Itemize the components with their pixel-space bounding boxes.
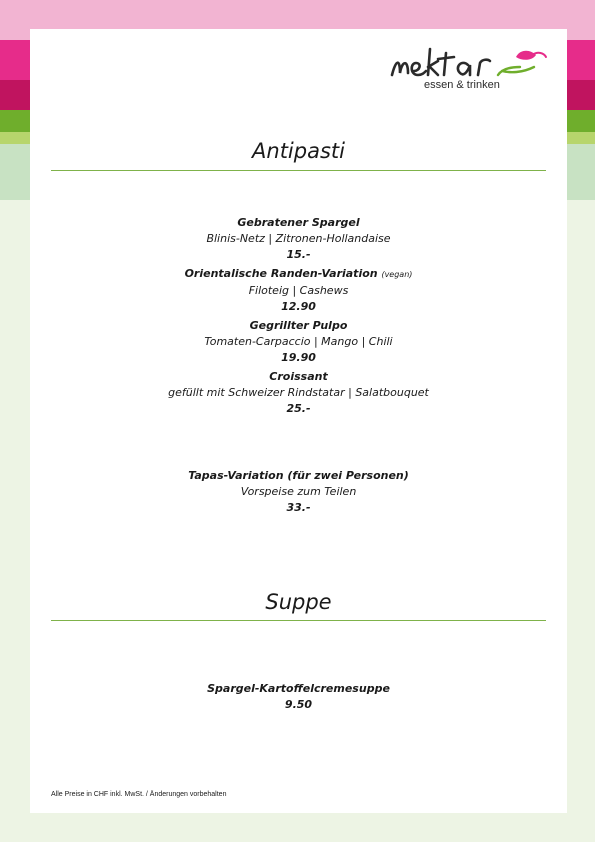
tapas-block [30,468,567,519]
item-name: Croissant [269,370,328,383]
item-desc: Vorspeise zum Teilen [240,485,357,498]
item-price: 12.90 [281,300,316,313]
item-desc: Blinis-Netz | Zitronen-Hollandaise [206,232,391,245]
item-desc: Tomaten-Carpaccio | Mango | Chili [204,335,393,348]
item-price: 19.90 [281,351,316,364]
item-name-text: Orientalische Randen-Variation [184,267,378,280]
menu-item [30,318,567,366]
item-name: Tapas-Variation (für zwei Personen) [188,469,409,482]
item-price: 33.- [286,501,311,514]
menu-page [30,29,567,813]
item-price: 25.- [286,402,311,415]
item-name: Gegrillter Pulpo [249,319,348,332]
item-name: Gebratener Spargel [237,216,360,229]
menu-item [30,681,567,713]
menu-item [30,266,567,315]
brand-logo [390,45,560,97]
menu-item [30,468,567,516]
section-title-antipasti: Antipasti [252,139,345,163]
price-footnote: Alle Preise in CHF inkl. MwSt. / Änderungen vorbehalten [51,791,227,798]
item-desc: gefüllt mit Schweizer Rindstatar | Salatbouquet [168,386,429,399]
antipasti-list [30,215,567,420]
section-title-suppe: Suppe [265,590,332,614]
item-desc: Filoteig | Cashews [248,284,349,297]
item-note: (vegan) [381,270,413,279]
item-price: 15.- [286,248,311,261]
item-name: Spargel-Kartoffelcremesuppe [207,682,390,695]
suppe-list [30,681,567,716]
item-name [30,266,567,283]
menu-item [30,369,567,417]
brand-tagline: essen & trinken [424,79,500,91]
menu-item [30,215,567,263]
section-rule [51,620,546,621]
item-price: 9.50 [284,698,313,711]
section-rule [51,170,546,171]
